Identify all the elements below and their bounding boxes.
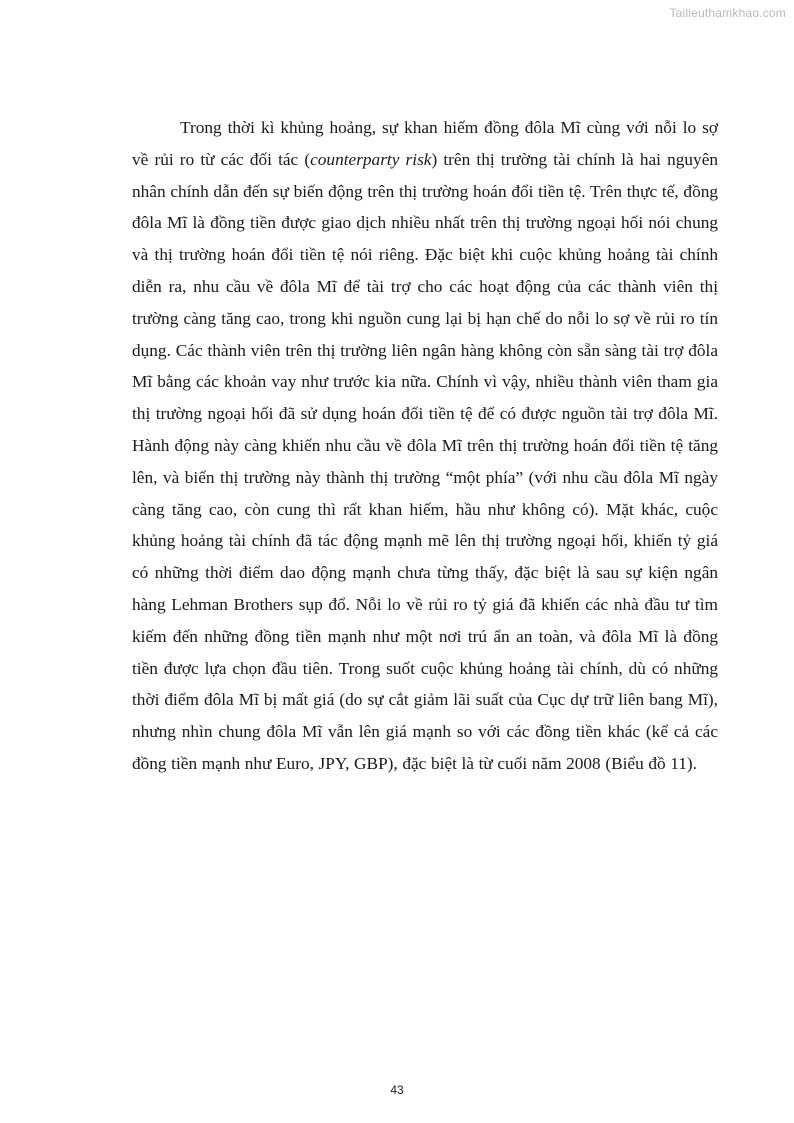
paragraph-text-start: Trong thời kì khủng hoảng, sự khan hiếm đồng đôla Mĩ cùng với nỗi lo sợ về rủi ro từ các đối tác ( — [132, 118, 718, 169]
body-paragraph — [132, 112, 718, 780]
watermark: Tailieuthamkhao.com — [669, 6, 786, 20]
italic-term: counterparty risk — [310, 149, 432, 169]
document-body — [132, 112, 718, 780]
page-number: 43 — [390, 1083, 404, 1097]
paragraph-text-rest: ) trên thị trường tài chính là hai nguyên nhân chính dẫn đến sự biến động trên thị trường hoán đổi tiền tệ. Trên thực tế, đồng đôla Mĩ là đồng tiền được giao dịch nhiều nhất trên thị trường ngoại hối nói chung và thị trường hoán đổi tiền tệ nói riêng. Đặc biệt khi cuộc khủng hoảng tài chính diễn ra, nhu cầu về đôla Mĩ để tài trợ cho các hoạt động của các thành viên thị trường càng tăng cao, trong khi nguồn cung lại bị hạn chế do nỗi lo sợ về rủi ro tín dụng. Các thành viên trên thị trường liên ngân hàng không còn sẵn sàng tài trợ đôla Mĩ bằng các khoản vay như trước kia nữa. Chính vì vậy, nhiều thành viên tham gia thị trường ngoại hối đã sử dụng hoán đổi tiền tệ để có được nguồn tài trợ đôla Mĩ. Hành động này càng khiến nhu cầu về đôla Mĩ trên thị trường hoán đổi tiền tệ tăng lên, và biến thị trường này thành thị trường “một phía” (với nhu cầu đôla Mĩ ngày càng tăng cao, còn cung thì rất khan hiếm, hầu như không có). Mặt khác, cuộc khủng hoảng tài chính đã tác động mạnh mẽ lên thị trường ngoại hối, khiến tỷ giá có những thời điểm dao động mạnh chưa từng thấy, đặc biệt là sau sự kiện ngân hàng Lehman Brothers sụp đổ. Nỗi lo về rủi ro tỷ giá đã khiến các nhà đầu tư tìm kiếm đến những đồng tiền mạnh như một nơi trú ẩn an toàn, và đôla Mĩ là đồng tiền được lựa chọn đầu tiên. Trong suốt cuộc khủng hoảng tài chính, dù có những thời điểm đôla Mĩ bị mất giá (do sự cắt giảm lãi suất của Cục dự trữ liên bang Mĩ), nhưng nhìn chung đôla Mĩ vẫn lên giá mạnh so với các đồng tiền khác (kể cả các đồng tiền mạnh như Euro, JPY, GBP), đặc biệt là từ cuối năm 2008 (Biểu đồ 11). — [132, 149, 719, 773]
